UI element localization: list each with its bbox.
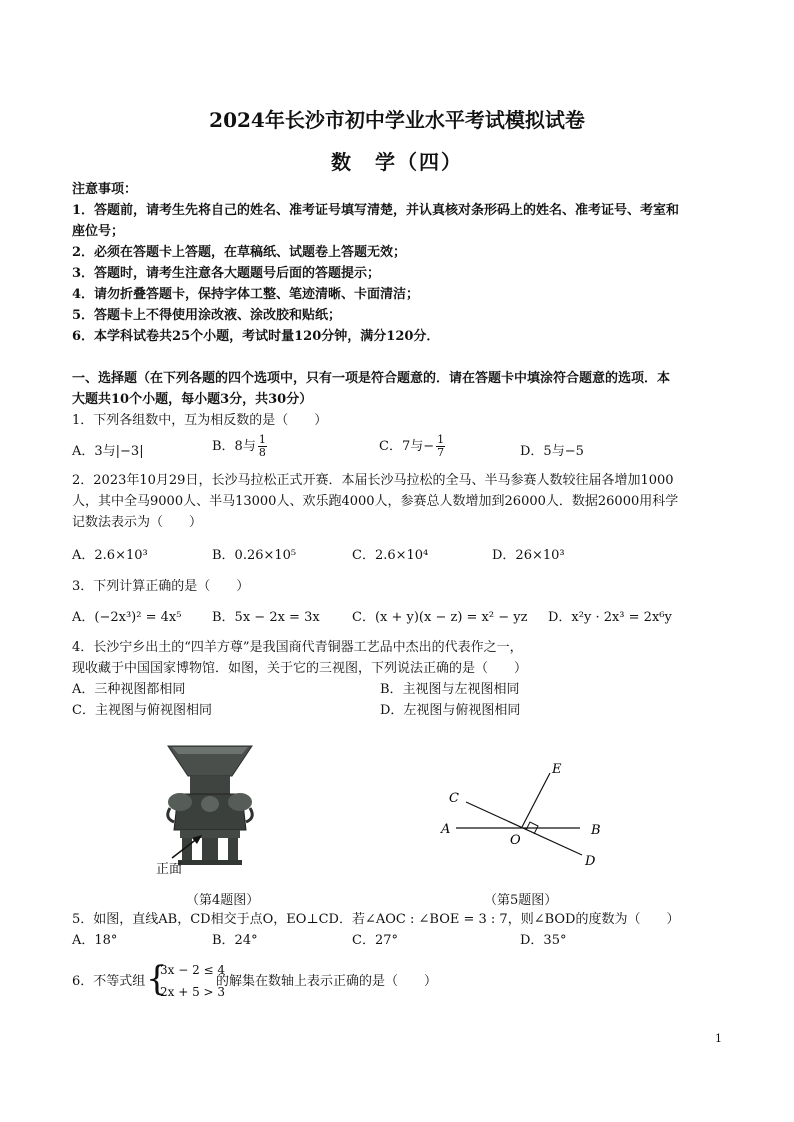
question-2-option-a: A．2.6×10³ bbox=[72, 548, 148, 563]
question-2-option-d: D．26×10³ bbox=[492, 548, 565, 563]
inequality-2: 2x + 5 > 3 bbox=[160, 985, 226, 999]
point-o-label: O bbox=[510, 833, 521, 848]
question-6-suffix: 的解集在数轴上表示正确的是（ ） bbox=[216, 974, 438, 989]
front-view-label: 正面 bbox=[156, 862, 183, 877]
question-5-stem: 5．如图，直线AB，CD相交于点O，EO⊥CD．若∠AOC : ∠BOE = 3 : 7，则∠BOD的度数为（ ） bbox=[72, 912, 680, 927]
question-3-option-a: A．(−2x³)² = 4x⁵ bbox=[72, 610, 182, 625]
question-1-option-b bbox=[212, 434, 267, 459]
page-subtitle: 数 学（四） bbox=[331, 150, 463, 174]
notice-heading: 注意事项： bbox=[72, 182, 138, 197]
question-2-line: 人，其中全马9000人、半马13000人、欢乐跑4000人，参赛总人数增加到26000人．数据26000用科学 bbox=[72, 494, 679, 509]
option-b-prefix: B．8与 bbox=[212, 439, 256, 454]
figure-4-caption: （第4题图） bbox=[186, 893, 260, 908]
question-1-option-a: A．3与|−3| bbox=[72, 444, 144, 459]
inequality-system-brace: { bbox=[146, 959, 168, 999]
figure-5-caption: （第5题图） bbox=[484, 893, 558, 908]
question-1-option-d: D．5与−5 bbox=[520, 444, 584, 459]
question-1-stem: 1．下列各组数中，互为相反数的是（ ） bbox=[72, 413, 328, 428]
question-2-line: 2．2023年10月29日，长沙马拉松正式开赛．本届长沙马拉松的全马、半马参赛人数较往届各增加1000 bbox=[72, 473, 674, 488]
question-6-prefix: 6．不等式组 bbox=[72, 974, 146, 989]
option-c-prefix: C．7与− bbox=[379, 439, 435, 454]
question-1-option-c bbox=[379, 434, 445, 459]
inequality-1: 3x − 2 ≤ 4 bbox=[160, 963, 226, 977]
question-3-stem: 3．下列计算正确的是（ ） bbox=[72, 579, 250, 594]
notice-item: 座位号； bbox=[72, 224, 125, 239]
fraction-numerator: 1 bbox=[437, 433, 445, 446]
point-d-label: D bbox=[585, 854, 596, 869]
notice-item: 6．本学科试卷共25个小题，考试时量120分钟，满分120分． bbox=[72, 329, 440, 344]
question-4-option-a: A．三种视图都相同 bbox=[72, 682, 186, 697]
question-3-option-b: B．5x − 2x = 3x bbox=[212, 610, 320, 625]
question-4-option-d: D．左视图与俯视图相同 bbox=[380, 703, 521, 718]
notice-item: 4．请勿折叠答题卡，保持字体工整、笔迹清晰、卡面清洁； bbox=[72, 287, 420, 302]
notice-item: 2．必须在答题卡上答题，在草稿纸、试题卷上答题无效； bbox=[72, 245, 407, 260]
ray-oe bbox=[522, 773, 550, 827]
question-4-line: 现收藏于中国国家博物馆．如图，关于它的三视图，下列说法正确的是（ ） bbox=[72, 661, 528, 676]
page-number: 1 bbox=[715, 1032, 722, 1045]
point-c-label: C bbox=[449, 791, 459, 806]
question-4-line: 4．长沙宁乡出土的“四羊方尊”是我国商代青铜器工艺品中杰出的代表作之一， bbox=[72, 640, 523, 655]
point-e-label: E bbox=[552, 762, 562, 777]
question-5-option-c: C．27° bbox=[352, 933, 398, 948]
section-heading: 一、选择题（在下列各题的四个选项中，只有一项是符合题意的．请在答题卡中填涂符合题意的选项．本 bbox=[72, 371, 671, 386]
notice-item: 3．答题时，请考生注意各大题题号后面的答题提示； bbox=[72, 266, 381, 281]
point-a-label: A bbox=[441, 822, 451, 837]
notice-item: 1．答题前，请考生先将自己的姓名、准考证号填写清楚，并认真核对条形码上的姓名、准考证号、考室和 bbox=[72, 203, 680, 218]
point-b-label: B bbox=[591, 823, 601, 838]
question-2-option-c: C．2.6×10⁴ bbox=[352, 548, 429, 563]
question-2-option-b: B．0.26×10⁵ bbox=[212, 548, 297, 563]
question-3-option-c: C．(x + y)(x − z) = x² − yz bbox=[352, 610, 528, 625]
fraction bbox=[436, 434, 445, 459]
question-5-option-a: A．18° bbox=[72, 933, 118, 948]
figure-5-diagram bbox=[430, 755, 610, 875]
question-4-option-b: B．主视图与左视图相同 bbox=[380, 682, 520, 697]
question-4-option-c: C．主视图与俯视图相同 bbox=[72, 703, 212, 718]
fraction-denominator: 8 bbox=[258, 446, 266, 459]
fraction bbox=[258, 434, 267, 459]
notice-item: 5．答题卡上不得使用涂改液、涂改胶和贴纸； bbox=[72, 308, 342, 323]
fraction-numerator: 1 bbox=[258, 433, 266, 446]
page-title: 2024年长沙市初中学业水平考试模拟试卷 bbox=[209, 108, 585, 132]
question-5-option-b: B．24° bbox=[212, 933, 258, 948]
fraction-denominator: 7 bbox=[437, 446, 445, 459]
section-heading-cont: 大题共10个小题，每小题3分，共30分） bbox=[72, 392, 313, 407]
question-3-option-d: D．x²y · 2x³ = 2x⁶y bbox=[548, 610, 672, 625]
question-2-line: 记数法表示为（ ） bbox=[72, 515, 203, 530]
question-5-option-d: D．35° bbox=[520, 933, 567, 948]
